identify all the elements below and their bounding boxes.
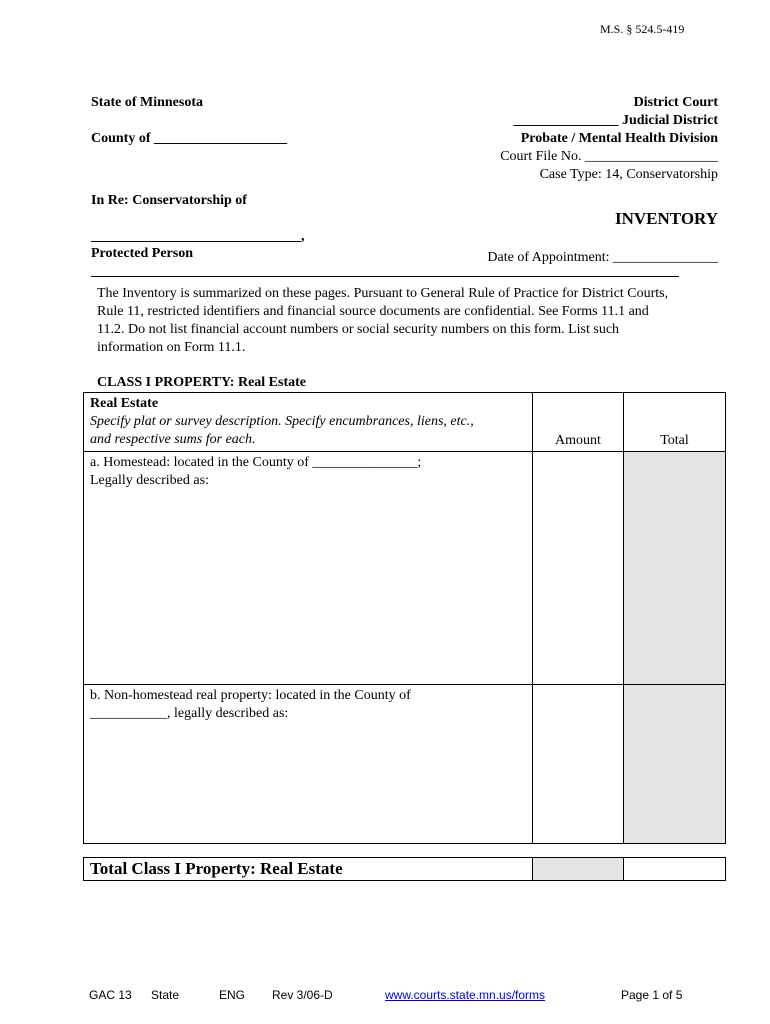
- footer-language: ENG: [219, 988, 246, 1002]
- homestead-row: [84, 452, 726, 685]
- date-of-appointment-field[interactable]: Date of Appointment: _______________: [487, 250, 718, 265]
- total-class-label: Total Class I Property: Real Estate: [90, 859, 343, 878]
- footer-form-id: GAC 13: [89, 988, 132, 1002]
- non-homestead-county-line: b. Non-homestead real property: located in the County of: [90, 688, 411, 703]
- table-header-row: [84, 393, 726, 452]
- description-instruction-2: and respective sums for each.: [90, 432, 256, 447]
- intro-paragraph: [97, 285, 668, 357]
- homestead-county-line: a. Homestead: located in the County of _______________;: [90, 455, 422, 470]
- case-type-label: Case Type: 14, Conservatorship: [539, 167, 718, 182]
- county-field[interactable]: County of ___________________: [91, 131, 288, 146]
- real-estate-header: Real Estate: [90, 396, 159, 411]
- in-re-label: In Re: Conservatorship of: [91, 193, 247, 208]
- non-homestead-amount-cell[interactable]: [533, 685, 624, 844]
- statute-reference: M.S. § 524.5-419: [600, 22, 685, 36]
- intro-line-3: 11.2. Do not list financial account numbers or social security numbers on this form. List such: [97, 322, 620, 337]
- total-header-cell: [624, 393, 726, 452]
- protected-person-label: Protected Person: [91, 246, 193, 261]
- footer-revision: Rev 3/06-D: [272, 988, 333, 1002]
- homestead-total-cell: [624, 452, 726, 685]
- total-column-header: Total: [660, 433, 689, 448]
- total-class-table: [83, 857, 726, 881]
- non-homestead-description-cell[interactable]: [84, 685, 533, 844]
- footer-forms-link[interactable]: www.courts.state.mn.us/forms: [385, 988, 546, 1002]
- description-instruction-1: Specify plat or survey description. Specify encumbrances, liens, etc.,: [90, 414, 474, 429]
- amount-column-header: Amount: [555, 433, 601, 448]
- homestead-amount-cell[interactable]: [533, 452, 624, 685]
- amount-header-cell: [533, 393, 624, 452]
- total-amount-cell: [533, 858, 624, 881]
- non-homestead-row: [84, 685, 726, 844]
- total-total-cell[interactable]: [624, 858, 726, 881]
- description-header-cell: [84, 393, 533, 452]
- state-label: State of Minnesota: [91, 95, 203, 110]
- intro-line-4: information on Form 11.1.: [97, 340, 246, 355]
- total-label-cell: [84, 858, 533, 881]
- class-heading: CLASS I PROPERTY: Real Estate: [97, 375, 307, 390]
- non-homestead-total-cell: [624, 685, 726, 844]
- non-homestead-legal-description-label: ___________, legally described as:: [90, 706, 289, 721]
- court-file-number-field[interactable]: Court File No. ___________________: [500, 149, 718, 164]
- header-divider: [91, 276, 679, 277]
- footer-state: State: [151, 988, 180, 1002]
- footer-page-number: Page 1 of 5: [621, 988, 683, 1002]
- court-label: District Court: [633, 95, 718, 110]
- division-label: Probate / Mental Health Division: [520, 131, 718, 146]
- total-row: [84, 858, 726, 881]
- protected-person-name-field[interactable]: ______________________________,: [91, 229, 305, 244]
- intro-line-2: Rule 11, restricted identifiers and financial source documents are confidential. See Forms 11.1 and: [97, 304, 649, 319]
- judicial-district-field[interactable]: _______________ Judicial District: [513, 113, 718, 128]
- form-title: INVENTORY: [615, 209, 718, 228]
- homestead-description-cell[interactable]: [84, 452, 533, 685]
- homestead-legal-description-label: Legally described as:: [90, 473, 209, 488]
- real-estate-table: [83, 392, 726, 844]
- intro-line-1: The Inventory is summarized on these pages. Pursuant to General Rule of Practice for District Courts,: [97, 286, 669, 301]
